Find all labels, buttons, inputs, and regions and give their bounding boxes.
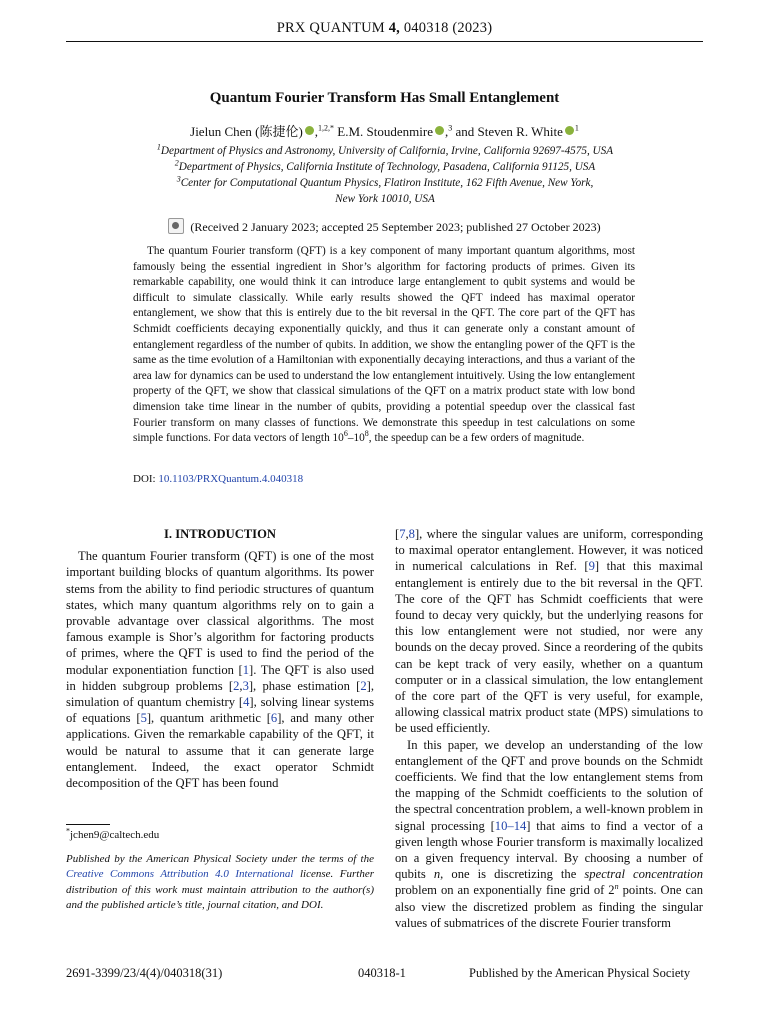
citation-link[interactable]: 4 bbox=[243, 695, 250, 710]
citation-link[interactable]: 8 bbox=[408, 527, 415, 541]
license-notice: Published by the American Physical Society under the terms of the Creative Commons Attribution 4.0 International license. Further distribution of this work must maintain attribution to the author(s) and the published article’s title, journal citation, and DOI. bbox=[66, 853, 375, 911]
doi-line bbox=[133, 473, 303, 485]
paragraph: The quantum Fourier transform (QFT) is one of the most important building blocks of quantum algorithms. Its power stems from the ability to find periodic structures of quantum states, which many quantum algorithms rely on to gain a provable advantage over classical algorithms. The most famous example is Shor’s algorithm for factoring products of primes, where the QFT is used to find the period of the modular exponentiation function [1]. The QFT is also used in hidden subgroup problems [2,3], phase estimation [2], simulation of quantum chemistry [4], solving linear systems of equations [5], quantum arithmetic [6], and many other applications. Given the remarkable capability of the QFT, it would be natural to assume that it can generate large entanglement. Indeed, the exact operator Schmidt decomposition of the QFT has been found bbox=[66, 549, 375, 791]
received-text: (Received 2 January 2023; accepted 25 September 2023; published 27 October 2023) bbox=[190, 220, 601, 234]
footer-publisher: Published by the American Physical Society bbox=[469, 966, 691, 980]
paragraph: [7,8], where the singular values are uniform, corresponding to maximal operator entanglement. However, it was noticed in numerical calculations in Ref. [9] that this maximal entanglement is entirely due to the bit reversal in the QFT. The core of the QFT has Schmidt coefficients that were found to decay very quickly, but the underlying reasons for this low entanglement were not studied, nor were any bounds on the decay proved. Since a reordering of the qubits can be kept track of very easily, whether on a quantum computer or in a classical simulation, the low entanglement of the core part of the QFT is very useful, for example, allowing classical matrix product state (MPS) simulations to be used efficiently. bbox=[395, 527, 703, 736]
exponent: 8 bbox=[364, 429, 369, 439]
section-heading: I. INTRODUCTION bbox=[164, 527, 276, 541]
affiliations bbox=[100, 143, 670, 207]
citation-link[interactable]: 6 bbox=[270, 711, 278, 726]
article-number: 040318 (2023) bbox=[403, 20, 493, 36]
footer-issn: 2691-3399/23/4(4)/040318(31) bbox=[66, 966, 223, 980]
journal-header bbox=[66, 20, 703, 37]
received-dates bbox=[66, 218, 703, 235]
doi-link[interactable]: 10.1103/PRXQuantum.4.040318 bbox=[158, 473, 304, 485]
abstract-text: –10 bbox=[347, 432, 365, 445]
affiliation bbox=[100, 143, 670, 159]
license-link[interactable]: Creative Commons Attribution 4.0 International bbox=[66, 868, 294, 881]
citation-link[interactable]: 3 bbox=[242, 678, 249, 693]
paragraph: In this paper, we develop an understanding of the low entanglement of the QFT and prove bounds on the Schmidt coefficients. We find that the low entanglement stems from the mapping of the Schmidt coefficients to the solution of the spectral concentration problem, a well-known problem in signal processing [10–14] that aims to find a vector of a given length whose Fourier transform is maximally localized on a given frequency interval. By choosing a number of qubits n, one is discretizing the spectral concentration problem on an exponentially fine grid of 2$^n$ points. One can also view the discretized problem as finding the singular values of submatrices of the discrete Fourier transform bbox=[395, 737, 703, 930]
orcid-icon[interactable] bbox=[565, 126, 574, 135]
journal-volume: 4, bbox=[388, 20, 401, 36]
abstract-text: , the speedup can be a few orders of magnitude. bbox=[368, 432, 585, 445]
affiliation-text: Department of Physics, California Institute of Technology, Pasadena, California 91125, USA bbox=[178, 161, 596, 173]
affiliation-sup: 1,2,* bbox=[318, 123, 335, 133]
citation-link[interactable]: 10–14 bbox=[494, 818, 527, 833]
affiliation-text: Department of Physics and Astronomy, University of California, Irvine, California 92697-4575, USA bbox=[160, 145, 614, 157]
citation-link[interactable]: 7 bbox=[399, 527, 406, 541]
affiliation-sup: 3 bbox=[448, 123, 453, 133]
right-column bbox=[395, 526, 703, 931]
citation-link[interactable]: 5 bbox=[140, 711, 147, 726]
doi-label: DOI: bbox=[133, 473, 156, 485]
abstract-text: The quantum Fourier transform (QFT) is a key component of many important quantum algorithms, most famously being the essential ingredient in Shor’s algorithm for factoring products of primes. Given its remarkable capability, one would think it can introduce large entanglement to qubit systems and would be difficult to simulate classically. While early results showed the QFT indeed has maximal operator entanglement, we show that this is entirely due to the bit reversal in the QFT. The core part of the QFT has Schmidt coefficients decaying exponentially quickly, and thus it can generate only a constant amount of entanglement regardless of the number of qubits. In addition, we show the entangling power of the QFT is the same as the time evolution of a Hamiltonian with exponentially decaying interactions, and thus a variant of the area law for dynamics can be used to understand the low entanglement intuitively. Using the low entanglement property of the QFT, we show that classical simulations of the QFT on a matrix product state with low bond dimension take time linear in the number of qubits, providing a potential speedup over the classical fast Fourier transform on many classes of functions. We demonstrate this speedup in test calculations on some simple functions. For data vectors of length 10 bbox=[133, 245, 635, 445]
footnote bbox=[66, 826, 374, 841]
footnote-email[interactable]: jchen9@caltech.edu bbox=[70, 829, 160, 841]
affiliation-number: 1 bbox=[156, 142, 161, 152]
orcid-icon[interactable] bbox=[305, 126, 314, 135]
footer-page: 040318-1 bbox=[358, 966, 406, 980]
citation-link[interactable]: 2 bbox=[360, 678, 367, 693]
affiliation bbox=[100, 159, 670, 175]
author-name[interactable]: Steven R. White bbox=[477, 124, 563, 139]
journal-name: PRX QUANTUM bbox=[276, 20, 385, 36]
abstract bbox=[133, 244, 635, 447]
header-rule bbox=[66, 41, 703, 42]
author-list: Jielun Chen (陈捷伦) ,$^{1,2,*}$ E.M. Stoudenmire ,$^3$ and Steven R. White $^1$ bbox=[190, 123, 579, 139]
author-conjunction: and bbox=[455, 124, 475, 139]
citation-link[interactable]: 2 bbox=[233, 678, 240, 693]
author-name[interactable]: E.M. Stoudenmire bbox=[337, 124, 433, 139]
affiliation bbox=[100, 191, 670, 207]
footnote-mark: * bbox=[66, 826, 70, 836]
citation-link[interactable]: 1 bbox=[242, 662, 250, 677]
paper-title: Quantum Fourier Transform Has Small Entanglement bbox=[209, 90, 560, 106]
affiliation-text: New York 10010, USA bbox=[335, 193, 435, 205]
footnote-rule bbox=[66, 824, 110, 825]
affiliation-number: 3 bbox=[176, 174, 181, 184]
affiliation-sup: 1 bbox=[574, 123, 579, 133]
author-name[interactable]: Jielun Chen (陈捷伦) bbox=[190, 124, 303, 139]
affiliation-number: 2 bbox=[174, 158, 179, 168]
affiliation-text: Center for Computational Quantum Physics, Flatiron Institute, 162 Fifth Avenue, New York, bbox=[180, 177, 594, 189]
citation-link[interactable]: 9 bbox=[588, 559, 595, 574]
affiliation bbox=[100, 175, 670, 191]
left-column bbox=[66, 526, 374, 791]
orcid-icon[interactable] bbox=[435, 126, 444, 135]
crossmark-icon[interactable] bbox=[168, 218, 184, 234]
exponent: 6 bbox=[343, 429, 348, 439]
